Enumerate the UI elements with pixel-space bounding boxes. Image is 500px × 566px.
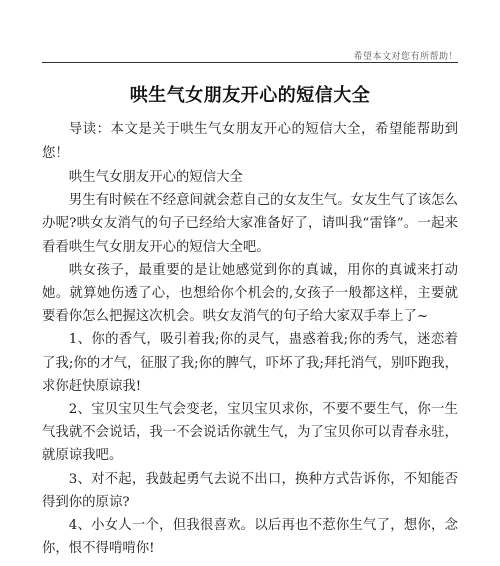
body-paragraph: 男生有时候在不经意间就会惹自己的女友生气。女友生气了该怎么办呢?哄女友消气的句子已经给大家准备好了，请叫我“雷锋”。一起来看看哄生气女朋友开心的短信大全吧。: [42, 193, 458, 255]
message-item: 4、小女人一个，但我很喜欢。以后再也不惹你生气了，想你，念你，恨不得啃啃你!: [42, 518, 458, 557]
intro-paragraph: 导读：本文是关于哄生气女朋友开心的短信大全，希望能帮助到您！: [42, 122, 458, 161]
message-item: 3、对不起，我鼓起勇气去说不出口，换种方式告诉你，不知能否得到你的原谅?: [42, 471, 458, 510]
message-item: 1、你的香气，吸引着我;你的灵气，蛊惑着我;你的秀气，迷恋着了我;你的才气，征服了我;你的脾气，吓坏了我;拜托消气，别吓跑我，求你赶快原谅我!: [42, 332, 458, 394]
header-rule: [42, 62, 458, 63]
document-body: [42, 118, 458, 560]
header-note: 希望本文对您有所帮助！: [353, 52, 458, 62]
document-title: 哄生气女朋友开心的短信大全: [129, 85, 371, 106]
message-item: 2、宝贝宝贝生气会变老，宝贝宝贝求你，不要不要生气，你一生气我就不会说话，我一不会说话你就生气，为了宝贝你可以青春永驻，就原谅我吧。: [42, 402, 458, 464]
body-paragraph: 哄女孩子，最重要的是让她感觉到你的真诚，用你的真诚来打动她。就算她伤透了心，也想给你个机会的,女孩子一般都这样，主要就要看你怎么把握这次机会。哄女友消气的句子给大家双手奉上了~: [42, 262, 458, 325]
subtitle-paragraph: 哄生气女朋友开心的短信大全: [68, 170, 243, 185]
